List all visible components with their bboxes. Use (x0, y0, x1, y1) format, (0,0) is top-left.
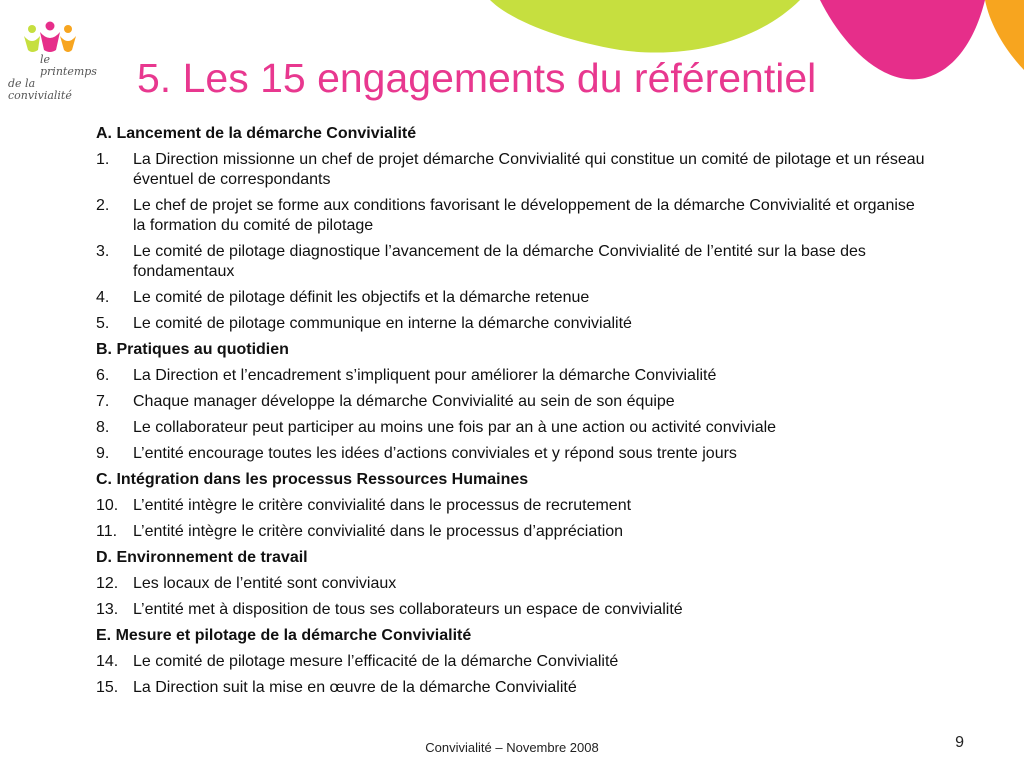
page-number: 9 (955, 734, 964, 751)
logo (6, 20, 102, 102)
commitments-list (96, 124, 926, 704)
section-e (96, 626, 926, 698)
section-b (96, 340, 926, 464)
logo-line-2: de la convivialité (8, 77, 72, 102)
list-item (96, 392, 926, 412)
item-number: 6. (96, 367, 110, 384)
item-number: 1. (96, 151, 110, 168)
list-item (96, 366, 926, 386)
item-text: Chaque manager développe la démarche Convivialité au sein de son équipe (133, 393, 675, 410)
pink-shape (820, 0, 985, 79)
item-number: 3. (96, 243, 110, 260)
item-text: L’entité intègre le critère convivialité dans le processus de recrutement (133, 497, 632, 514)
item-text: La Direction missionne un chef de projet démarche Convivialité qui constitue un comité de pilotage et un réseau éventuel de correspondants (133, 151, 925, 188)
slide-footer: Convivialité – Novembre 2008 (425, 740, 599, 755)
logo-line-1: le printemps (40, 53, 97, 78)
list-item (96, 574, 926, 594)
list-item (96, 150, 926, 190)
list-item (96, 314, 926, 334)
item-number: 15. (96, 679, 119, 696)
item-text: Le comité de pilotage communique en interne la démarche convivialité (133, 315, 632, 332)
section-heading: B. Pratiques au quotidien (96, 341, 289, 358)
item-text: L’entité encourage toutes les idées d’actions conviviales et y répond sous trente jours (133, 445, 737, 462)
three-figures-icon (20, 20, 80, 54)
item-text: Les locaux de l’entité sont conviviaux (133, 575, 397, 592)
section-d (96, 548, 926, 620)
list-item (96, 496, 926, 516)
list-item (96, 652, 926, 672)
section-heading: E. Mesure et pilotage de la démarche Convivialité (96, 627, 472, 644)
slide-title: 5. Les 15 engagements du référentiel (137, 55, 817, 101)
list-item (96, 678, 926, 698)
list-item (96, 196, 926, 236)
section-heading: A. Lancement de la démarche Convivialité (96, 125, 417, 142)
list-item (96, 288, 926, 308)
list-item (96, 444, 926, 464)
section-a (96, 124, 926, 334)
orange-shape (985, 0, 1024, 70)
list-item (96, 242, 926, 282)
item-number: 8. (96, 419, 110, 436)
section-c (96, 470, 926, 542)
item-number: 12. (96, 575, 119, 592)
item-text: Le chef de projet se forme aux conditions favorisant le développement de la démarche Convivialité et organise la formation du comité de pilotage (133, 197, 915, 234)
item-number: 4. (96, 289, 110, 306)
item-number: 13. (96, 601, 119, 618)
item-text: L’entité met à disposition de tous ses collaborateurs un espace de convivialité (133, 601, 683, 618)
section-heading: D. Environnement de travail (96, 549, 308, 566)
item-number: 11. (96, 523, 118, 540)
item-number: 7. (96, 393, 110, 410)
item-number: 2. (96, 197, 110, 214)
section-heading: C. Intégration dans les processus Ressources Humaines (96, 471, 529, 488)
item-text: Le comité de pilotage mesure l’efficacité de la démarche Convivialité (133, 653, 619, 670)
list-item (96, 522, 926, 542)
item-text: Le collaborateur peut participer au moins une fois par an à une action ou activité conviviale (133, 419, 777, 436)
logo-text (6, 54, 102, 102)
list-item (96, 600, 926, 620)
item-number: 10. (96, 497, 119, 514)
item-text: La Direction suit la mise en œuvre de la démarche Convivialité (133, 679, 577, 696)
item-text: La Direction et l’encadrement s’impliquent pour améliorer la démarche Convivialité (133, 367, 717, 384)
item-number: 9. (96, 445, 110, 462)
green-leaf-shape (490, 0, 800, 53)
item-text: Le comité de pilotage définit les objectifs et la démarche retenue (133, 289, 590, 306)
item-text: L’entité intègre le critère convivialité dans le processus d’appréciation (133, 523, 624, 540)
item-number: 5. (96, 315, 110, 332)
item-text: Le comité de pilotage diagnostique l’avancement de la démarche Convivialité de l’entité sur la base des fondamentaux (133, 243, 866, 280)
list-item (96, 418, 926, 438)
item-number: 14. (96, 653, 119, 670)
